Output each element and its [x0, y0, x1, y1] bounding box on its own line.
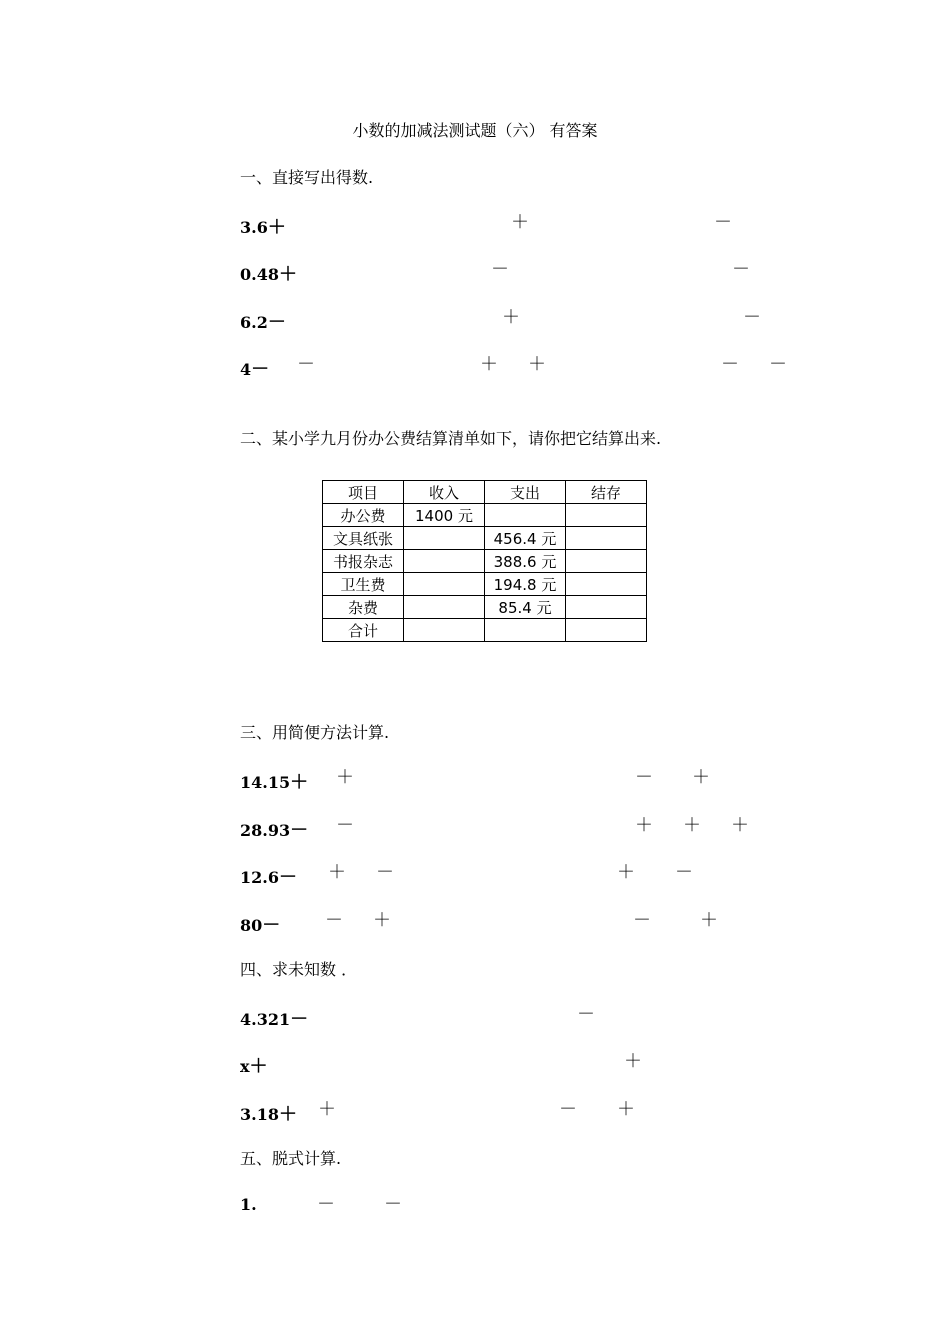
p4-r3-num: 3.18 [240, 1105, 279, 1124]
p3-r1-num: 14.15 [240, 773, 291, 792]
plus-sign: ＋ [480, 354, 498, 375]
table-row [323, 573, 647, 596]
plus-sign: ＋ [278, 264, 297, 285]
table-cell [404, 573, 485, 596]
p4-row-3 [240, 1100, 297, 1126]
plus-sign: ＋ [731, 815, 749, 836]
p1-row-4 [240, 355, 269, 381]
table-cell [566, 596, 647, 619]
p1-r4-num: 4 [240, 360, 252, 379]
minus-sign: － [325, 910, 343, 931]
table-cell: 卫生费 [323, 573, 404, 596]
table-cell: 1400 元 [404, 504, 485, 527]
table-header-row [323, 481, 647, 504]
plus-sign: ＋ [318, 1099, 336, 1120]
section-3-heading: 三、用简便方法计算. [240, 723, 390, 742]
minus-sign: － [559, 1099, 577, 1120]
minus-sign: － [336, 815, 354, 836]
p5-row-1: 1. [240, 1195, 257, 1214]
section-1-heading: 一、直接写出得数. [240, 168, 374, 187]
minus-sign: － [317, 1194, 335, 1215]
section-4-heading: 四、求未知数 ． [240, 960, 358, 979]
table-cell [566, 550, 647, 573]
minus-sign: － [491, 259, 509, 280]
table-cell [404, 550, 485, 573]
section-5-heading: 五、脱式计算. [240, 1149, 342, 1168]
minus-sign: － [577, 1004, 595, 1025]
table-header-cell: 项目 [323, 481, 404, 504]
plus-sign: ＋ [502, 307, 520, 328]
minus-sign: － [714, 212, 732, 233]
minus-sign: － [262, 915, 281, 936]
plus-sign: ＋ [528, 354, 546, 375]
minus-sign: － [267, 312, 286, 333]
expense-table [322, 480, 647, 642]
table-cell [485, 619, 566, 642]
p1-row-3 [240, 308, 286, 334]
table-cell [485, 504, 566, 527]
plus-sign: ＋ [624, 1051, 642, 1072]
plus-sign: ＋ [249, 1056, 268, 1077]
p3-r2-num: 28.93 [240, 821, 291, 840]
table-cell: 文具纸张 [323, 527, 404, 550]
table-header-cell: 支出 [485, 481, 566, 504]
table-cell: 合计 [323, 619, 404, 642]
table-row [323, 527, 647, 550]
table-cell [566, 527, 647, 550]
table-row [323, 596, 647, 619]
plus-sign: ＋ [278, 1104, 297, 1125]
p4-row-2 [240, 1052, 268, 1078]
table-cell [566, 504, 647, 527]
table-cell [404, 619, 485, 642]
table-row [323, 619, 647, 642]
minus-sign: － [384, 1194, 402, 1215]
minus-sign: － [278, 867, 297, 888]
p3-row-4 [240, 911, 280, 937]
plus-sign: ＋ [617, 1099, 635, 1120]
p1-r1-num: 3.6 [240, 218, 268, 237]
plus-sign: ＋ [635, 815, 653, 836]
plus-sign: ＋ [511, 212, 529, 233]
minus-sign: － [376, 862, 394, 883]
table-cell: 194.8 元 [485, 573, 566, 596]
p3-r3-num: 12.6 [240, 868, 279, 887]
minus-sign: － [721, 354, 739, 375]
minus-sign: － [633, 910, 651, 931]
plus-sign: ＋ [700, 910, 718, 931]
p3-row-1 [240, 768, 308, 794]
minus-sign: － [675, 862, 693, 883]
p1-r3-num: 6.2 [240, 313, 268, 332]
p1-row-1 [240, 213, 286, 239]
page-title: 小数的加减法测试题（六） 有答案 [352, 121, 598, 140]
table-header-cell: 收入 [404, 481, 485, 504]
p1-r2-num: 0.48 [240, 265, 279, 284]
p1-row-2 [240, 260, 297, 286]
plus-sign: ＋ [617, 862, 635, 883]
minus-sign: － [290, 1009, 309, 1030]
plus-sign: ＋ [336, 767, 354, 788]
table-row [323, 550, 647, 573]
table-cell [404, 527, 485, 550]
plus-sign: ＋ [373, 910, 391, 931]
table-cell: 书报杂志 [323, 550, 404, 573]
plus-sign: ＋ [692, 767, 710, 788]
table-cell [566, 573, 647, 596]
minus-sign: － [297, 354, 315, 375]
table-cell: 杂费 [323, 596, 404, 619]
plus-sign: ＋ [290, 772, 309, 793]
table-cell: 85.4 元 [485, 596, 566, 619]
p4-r1-num: 4.321 [240, 1010, 291, 1029]
table-cell [404, 596, 485, 619]
p3-row-2 [240, 816, 308, 842]
table-header-cell: 结存 [566, 481, 647, 504]
table-cell: 456.4 元 [485, 527, 566, 550]
minus-sign: － [769, 354, 787, 375]
p4-row-1 [240, 1005, 308, 1031]
section-2-heading: 二、某小学九月份办公费结算清单如下，请你把它结算出来. [240, 429, 662, 448]
minus-sign: － [743, 307, 761, 328]
p3-row-3 [240, 863, 297, 889]
p3-r4-num: 80 [240, 916, 263, 935]
p4-r2-var: x [240, 1057, 250, 1076]
table-cell [566, 619, 647, 642]
table-cell: 办公费 [323, 504, 404, 527]
plus-sign: ＋ [328, 862, 346, 883]
plus-sign: ＋ [683, 815, 701, 836]
minus-sign: － [732, 259, 750, 280]
table-cell: 388.6 元 [485, 550, 566, 573]
table-row [323, 504, 647, 527]
plus-sign: ＋ [267, 217, 286, 238]
minus-sign: － [251, 359, 270, 380]
minus-sign: － [635, 767, 653, 788]
minus-sign: － [290, 820, 309, 841]
